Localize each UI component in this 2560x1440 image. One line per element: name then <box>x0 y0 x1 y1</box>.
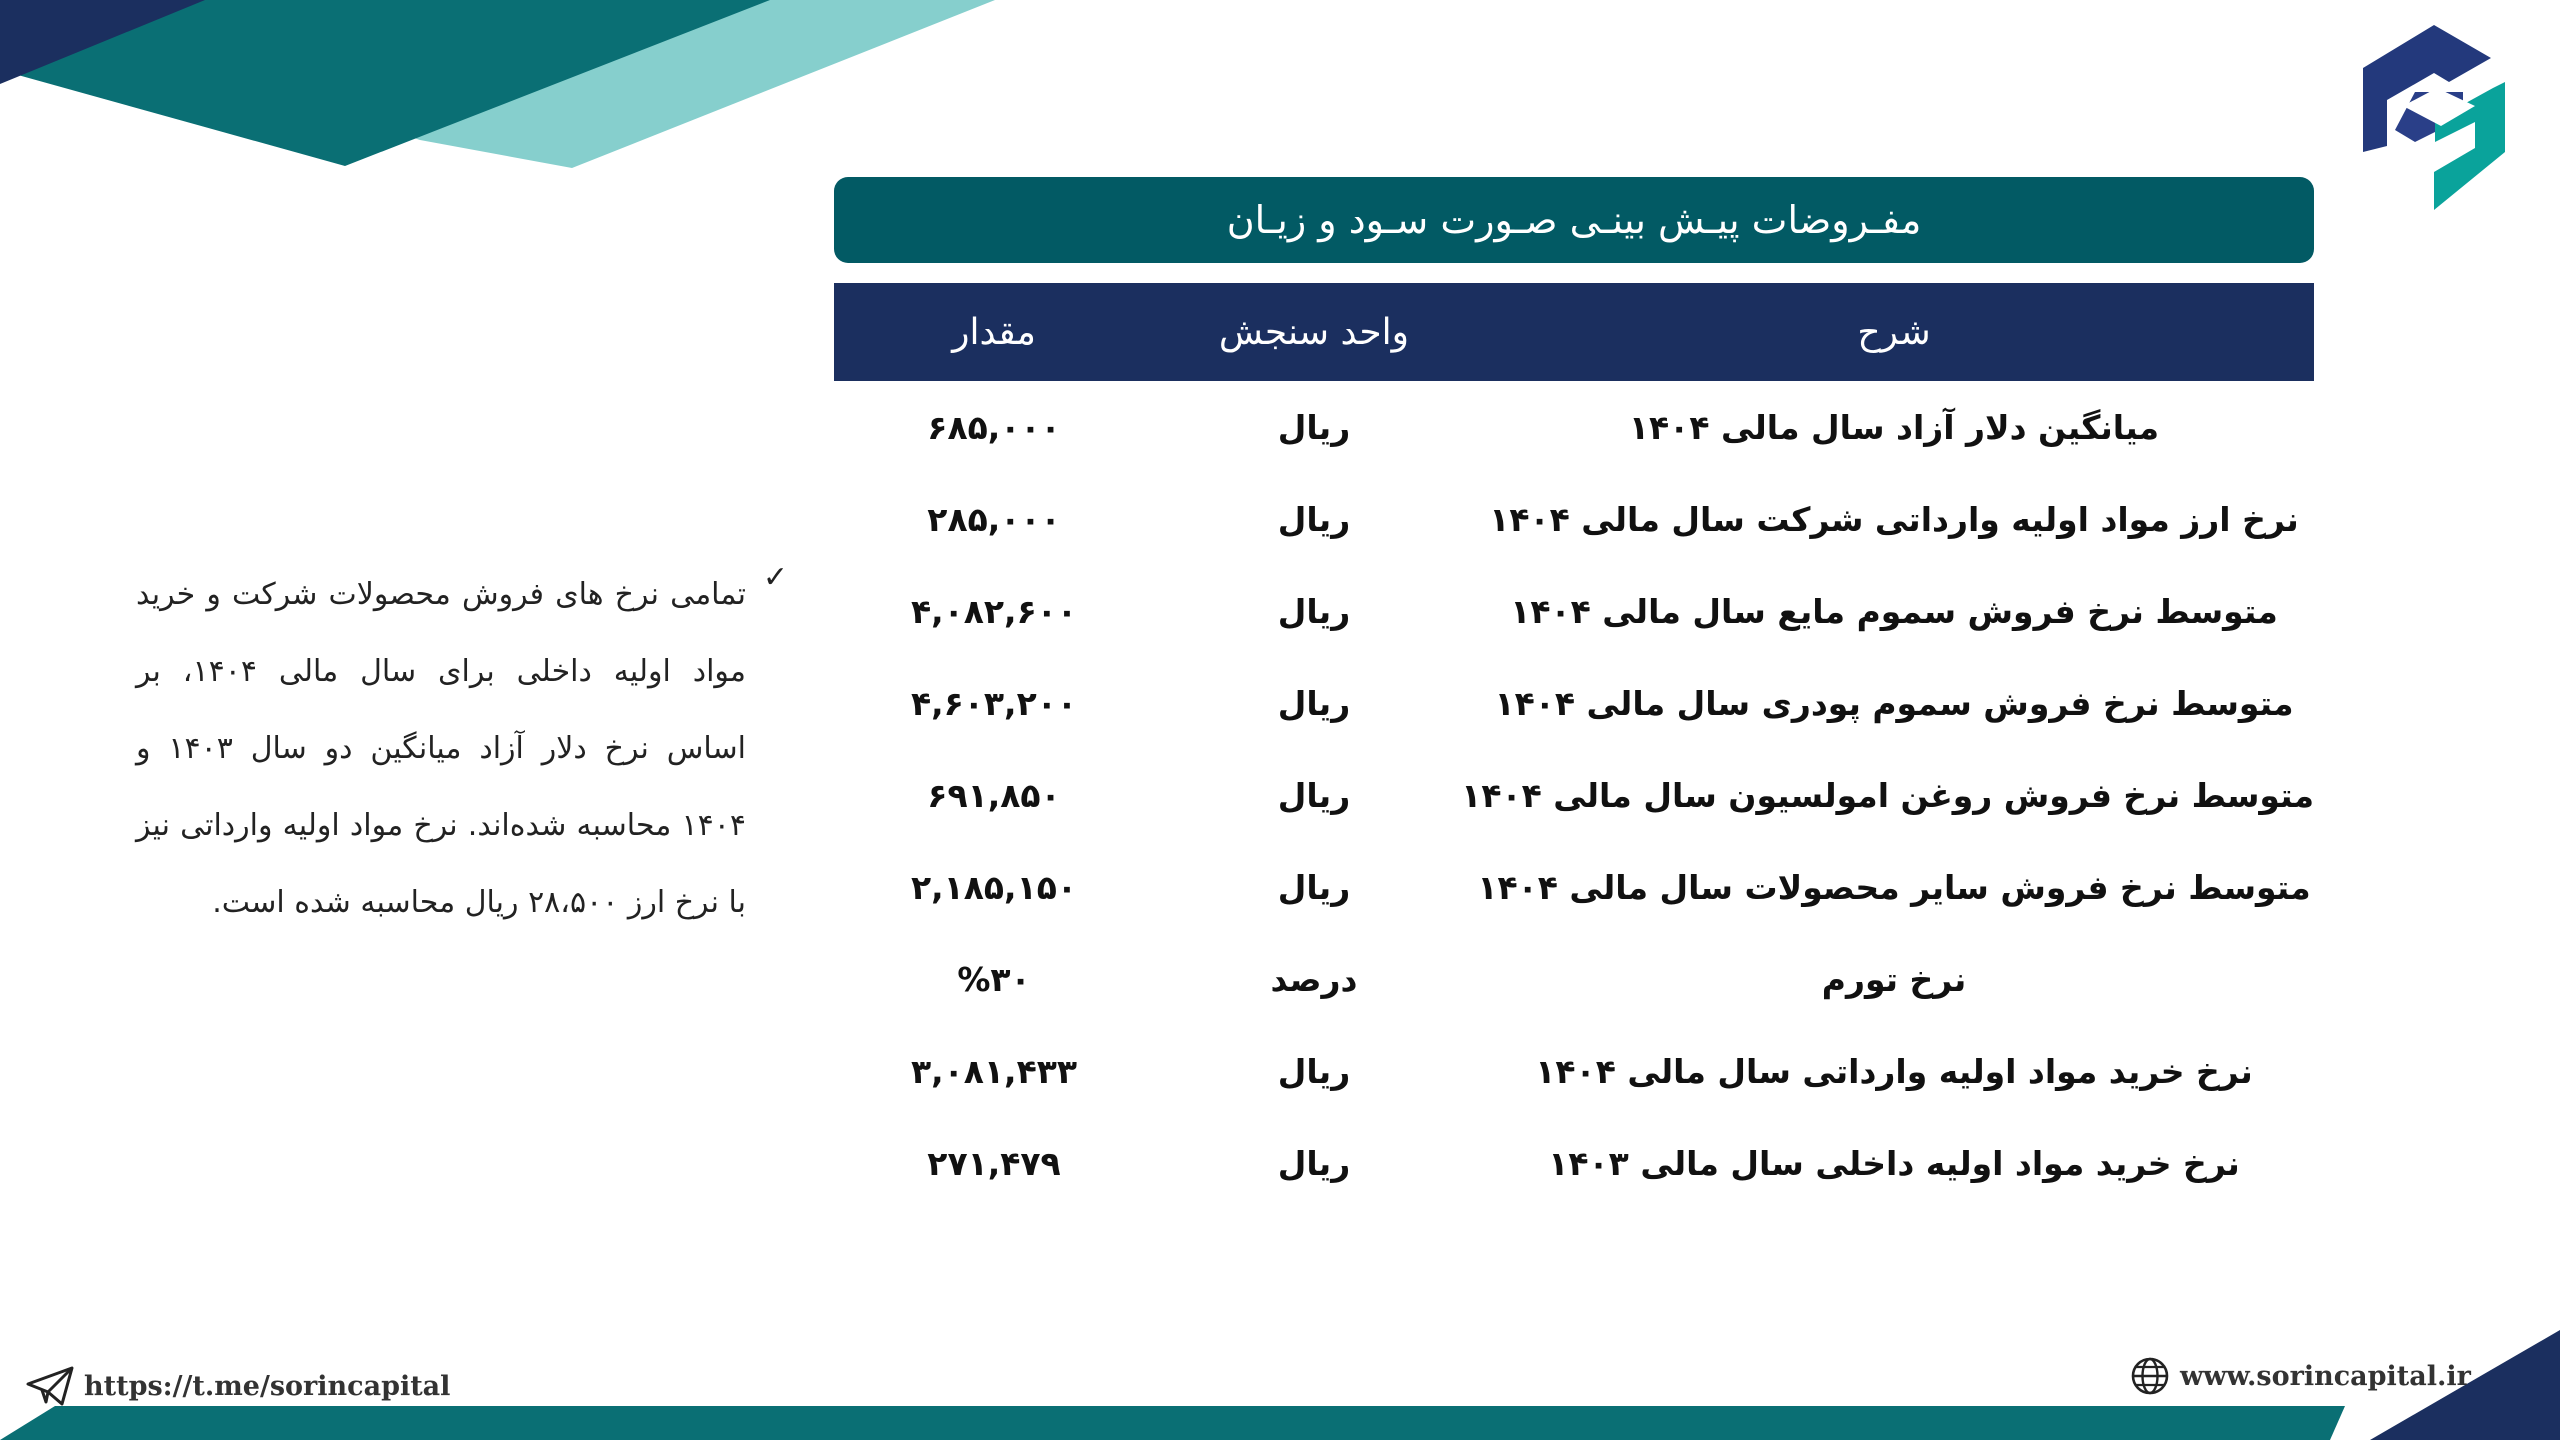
row-description: متوسط نرخ فروش روغن امولسیون سال مالی ۱۴۰۴ <box>1461 775 2314 815</box>
row-unit: ریال <box>1277 683 1351 723</box>
paper-plane-icon <box>26 1366 74 1406</box>
note-text: تمامی نرخ های فروش محصولات شرکت و خرید مواد اولیه داخلی برای سال مالی ۱۴۰۴، بر اساس نرخ دلار آزاد میانگین دو سال ۱۴۰۳ و ۱۴۰۴ محاسبه شده‌اند. نرخ مواد اولیه وارداتی نیز با نرخ ارز ۲۸،۵۰۰ ریال محاسبه شده است. <box>136 577 746 920</box>
row-value: ۴,۰۸۲,۶۰۰ <box>910 591 1078 631</box>
row-value: ۳,۰۸۱,۴۳۳ <box>910 1051 1078 1091</box>
row-value: ۶۹۱,۸۵۰ <box>927 775 1061 815</box>
row-unit: ریال <box>1277 1051 1351 1091</box>
assumptions-table <box>834 283 2314 1209</box>
header-value: مقدار <box>952 311 1036 353</box>
table-row <box>834 381 2314 473</box>
table-row <box>834 933 2314 1025</box>
row-value: ۲۷۱,۴۷۹ <box>927 1143 1061 1183</box>
table-row <box>834 841 2314 933</box>
header-unit: واحد سنجش <box>1218 311 1410 353</box>
bottom-teal-band <box>0 1406 2345 1440</box>
row-unit: ریال <box>1277 775 1351 815</box>
check-icon: ✓ <box>762 560 788 595</box>
row-unit: ریال <box>1277 591 1351 631</box>
row-unit: ریال <box>1277 499 1351 539</box>
row-unit: ریال <box>1277 1143 1351 1183</box>
table-row <box>834 657 2314 749</box>
table-row <box>834 1117 2314 1209</box>
website-url[interactable]: www.sorincapital.ir <box>2180 1360 2471 1392</box>
table-row <box>834 473 2314 565</box>
assumption-note <box>136 556 786 941</box>
row-description: نرخ خرید مواد اولیه وارداتی سال مالی ۱۴۰۴ <box>1535 1051 2253 1091</box>
row-value: ۴,۶۰۳,۲۰۰ <box>910 683 1078 723</box>
row-unit: ریال <box>1277 407 1351 447</box>
table-header-row <box>834 283 2314 381</box>
company-logo <box>2345 22 2523 212</box>
globe-icon <box>2130 1356 2170 1396</box>
row-unit: ریال <box>1277 867 1351 907</box>
row-value: ۶۸۵,۰۰۰ <box>927 407 1061 447</box>
telegram-link[interactable] <box>26 1366 450 1406</box>
header-description: شرح <box>1857 311 1931 353</box>
row-value: ۲۸۵,۰۰۰ <box>927 499 1061 539</box>
row-description: نرخ خرید مواد اولیه داخلی سال مالی ۱۴۰۳ <box>1548 1143 2240 1183</box>
slide-title: مفـروضات پیـش بینـی صـورت سـود و زیـان <box>834 177 2314 263</box>
row-description: متوسط نرخ فروش سموم مایع سال مالی ۱۴۰۴ <box>1510 591 2278 631</box>
row-description: متوسط نرخ فروش سایر محصولات سال مالی ۱۴۰۴ <box>1477 867 2311 907</box>
table-row <box>834 749 2314 841</box>
row-unit: درصد <box>1270 959 1358 999</box>
row-description: نرخ ارز مواد اولیه وارداتی شرکت سال مالی ۱۴۰۴ <box>1489 499 2299 539</box>
row-description: متوسط نرخ فروش سموم پودری سال مالی ۱۴۰۴ <box>1494 683 2294 723</box>
table-row <box>834 1025 2314 1117</box>
website-link[interactable] <box>2130 1356 2471 1396</box>
table-row <box>834 565 2314 657</box>
row-description: میانگین دلار آزاد سال مالی ۱۴۰۴ <box>1628 407 2160 447</box>
row-value: ۲,۱۸۵,۱۵۰ <box>910 867 1078 907</box>
row-description: نرخ تورم <box>1821 959 1967 999</box>
row-value: %۳۰ <box>957 959 1031 999</box>
telegram-url[interactable]: https://t.me/sorincapital <box>84 1370 451 1402</box>
